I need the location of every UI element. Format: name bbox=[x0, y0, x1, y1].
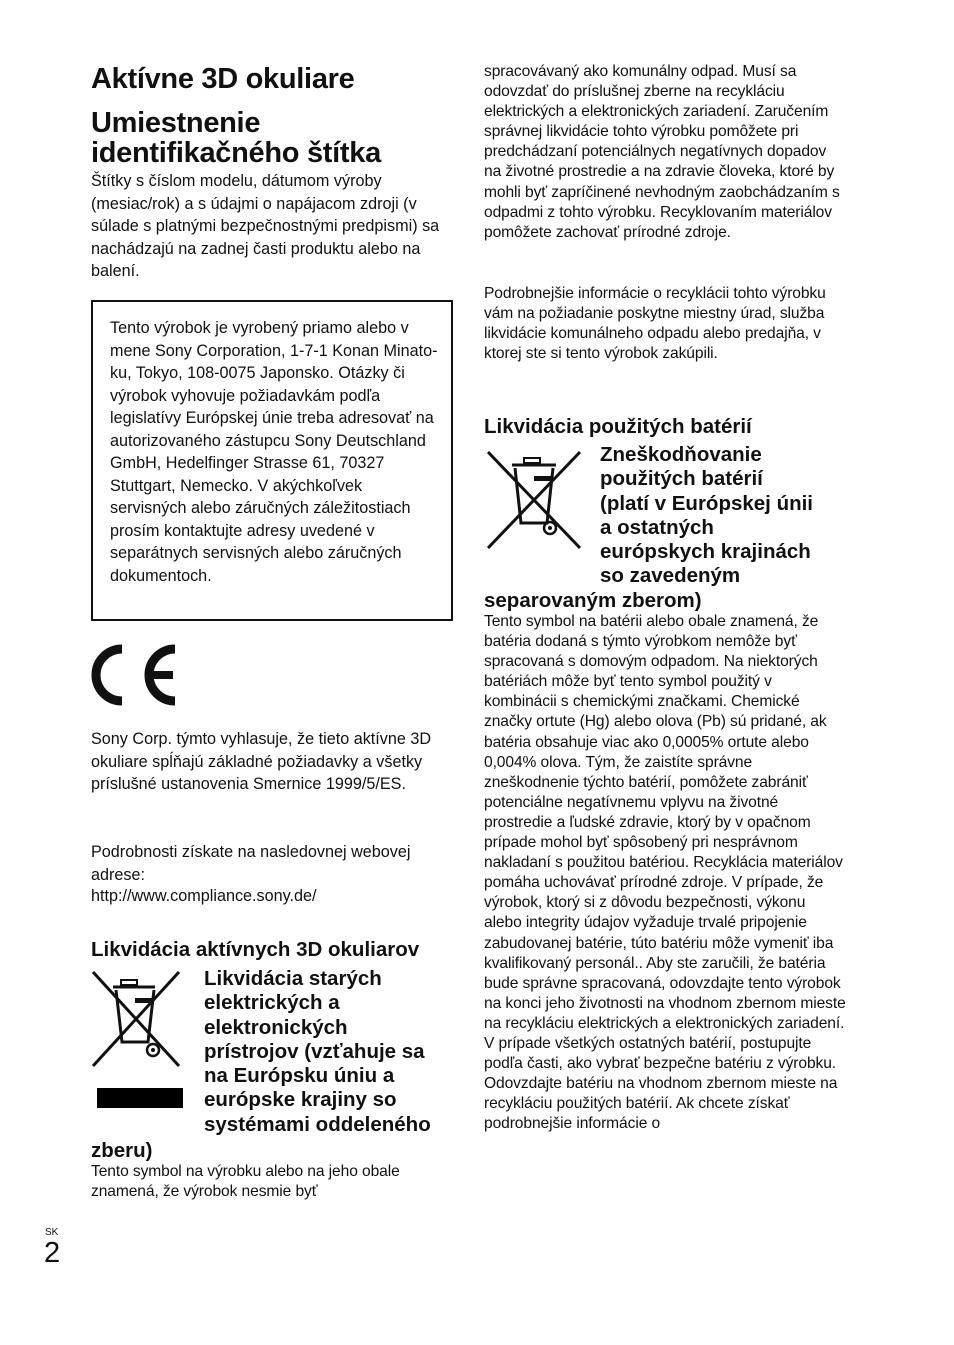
battery-disposal-heading: Likvidácia použitých batérií bbox=[484, 415, 752, 438]
weee-heading-line: elektrických a bbox=[204, 991, 340, 1015]
battery-subheading-line: európskych krajinách bbox=[600, 540, 811, 564]
battery-subheading-end: separovaným zberom) bbox=[484, 589, 702, 612]
battery-subheading-line: a ostatných bbox=[600, 515, 714, 539]
label-paragraph: Štítky s číslom modelu, dátumom výroby (mesiac/rok) a s údajmi o napájacom zdroji (v súlade s platnými bezpečnostnými predpismi) sa nachádzajú na zadnej časti produktu alebo na balení. bbox=[91, 172, 440, 280]
ce-mark-icon bbox=[91, 644, 181, 706]
battery-subheading-line: so zavedeným bbox=[600, 564, 741, 588]
weee-heading-line: prístrojov (vzťahuje sa bbox=[204, 1039, 425, 1063]
declaration-paragraph: Sony Corp. týmto vyhlasuje, že tieto aktívne 3D okuliare spĺňajú základné požiadavky a všetky príslušné ustanovenia Smernice 1999/5/ES. bbox=[91, 730, 432, 793]
continued-paragraph: spracovávaný ako komunálny odpad. Musí sa odovzdať do príslušnej zberne na recykláciu elektrických a elektronických zariadení. Zaručením správnej likvidácie tohto výrobku pomôžete pri predchádzaní potenciálnych negatívnych dopadov na životné prostredie a na zdravie človeka, ktoré by mohli byť zapríčinené nevhodným zaobchádzaním s odpadmi z tohto výrobku. Recyklovaním materiálov pomôžete zachovať prírodné zdroje. bbox=[484, 63, 840, 241]
crossed-out-wheeled-bin-icon bbox=[91, 970, 181, 1070]
weee-heading-line: elektronických bbox=[204, 1015, 348, 1039]
weee-black-bar bbox=[97, 1088, 183, 1108]
battery-subheading-line: Zneškodňovanie bbox=[600, 443, 762, 466]
page-number: 2 bbox=[44, 1237, 61, 1269]
section-title-label-location: Umiestnenie identifikačného štítka bbox=[91, 107, 381, 169]
details-paragraph: Podrobnosti získate na nasledovnej webovej adrese: bbox=[91, 843, 411, 884]
weee-heading-line: európske krajiny so bbox=[204, 1088, 397, 1112]
weee-heading-end: zberu) bbox=[91, 1139, 153, 1162]
recycling-info-paragraph: Podrobnejšie informácie o recyklácii tohto výrobku vám na požiadanie poskytne miestny úrad, služba likvidácie komunálneho odpadu alebo predajňa, v ktorej ste si tento výrobok zakúpili. bbox=[484, 285, 826, 363]
page-title: Aktívne 3D okuliare bbox=[91, 63, 355, 95]
weee-heading-line: na Európsku úniu a bbox=[204, 1064, 395, 1088]
weee-text: Tento symbol na výrobku alebo na jeho obale znamená, že výrobok nesmie byť bbox=[91, 1163, 400, 1201]
battery-subheading-line: (platí v Európskej únii bbox=[600, 491, 814, 515]
disposal-heading: Likvidácia aktívnych 3D okuliarov bbox=[91, 938, 420, 961]
weee-heading-line: systémami oddeleného bbox=[204, 1112, 431, 1136]
compliance-url-link[interactable]: http://www.compliance.sony.de/ bbox=[91, 887, 317, 905]
weee-heading-line: Likvidácia starých bbox=[204, 967, 382, 990]
weee-symbol bbox=[91, 970, 181, 1070]
battery-subheading-line: použitých batérií bbox=[600, 467, 763, 491]
manufacturer-notice-box bbox=[91, 300, 453, 621]
weee-heading bbox=[204, 967, 464, 1137]
battery-text: Tento symbol na batérii alebo obale znamená, že batéria dodaná s týmto výrobkom nemôže byť spracovaná s domovým odpadom. Na niektorých batériách môže byť tento symbol použitý v kombinácii s chemickými značkami. Chemické značky ortute (Hg) alebo olova (Pb) sú pridané, ak batéria obsahuje viac ako 0,0005% ortute alebo 0,004% olova. Tým, že zaistíte správne zneškodnenie týchto batérií, pomôžete zabrániť potenciálne negatívnemu vplyvu na životné prostredie a ľudské zdravie, ktorý by v opačnom prípade mohol byť spôsobený pri nesprávnom nakladaní s použitou batériou. Recyklácia materiálov pomáha uchovávať prírodné zdroje. V prípade, že výrobok, ktorý si z dôvodu bezpečnosti, výkonu alebo integrity údajov vyžaduje trvalé pripojenie zabudovanej batérie, túto batériu môže vymeniť iba kvalifikovaný personál.. Aby ste zaručili, že batéria bude správne spracovaná, odovzdajte tento výrobok na konci jeho životnosti na vhodnom zbernom mieste na recykláciu elektrických a elektronických zariadení. V prípade všetkých ostatných batérií, postupujte podľa časti, ako vybrať bezpečne batériu z výrobku. Odovzdajte batériu na vhodnom zbernom mieste na recykláciu použitých batérií. Ak chcete získať podrobnejšie informácie o bbox=[484, 613, 846, 1133]
page-language-code: SK bbox=[45, 1227, 59, 1238]
battery-symbol bbox=[484, 448, 584, 550]
manufacturer-notice-text: Tento výrobok je vyrobený priamo alebo v mene Sony Corporation, 1-7-1 Konan Minato-ku, Tokyo, 108-0075 Japonsko. Otázky či výrobok vyhovuje požiadavkám podľa legislatívy Európskej únie treba adresovať na autorizovaného zástupcu Sony Deutschland GmbH, Hedelfinger Strasse 61, 70327 Stuttgart, Nemecko. V akýchkoľvek servisných alebo záručných záležitostiach prosím kontaktujte adresy uvedené v separátnych servisných alebo záručných dokumentoch. bbox=[110, 319, 438, 585]
battery-subheading bbox=[600, 443, 846, 589]
crossed-out-bin-icon bbox=[484, 448, 584, 550]
